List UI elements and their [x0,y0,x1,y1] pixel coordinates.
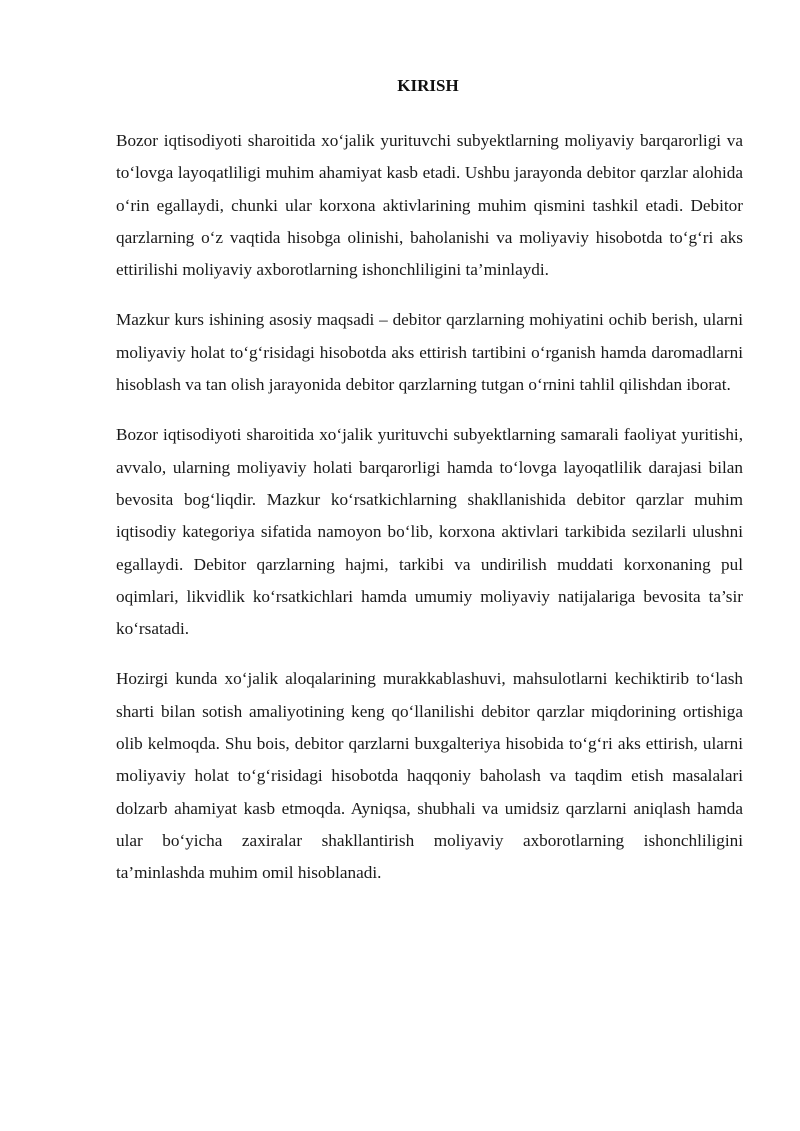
paragraph-4: Hozirgi kunda xo‘jalik aloqalarining murakkablashuvi, mahsulotlarni kechiktirib to‘lash sharti bilan sotish amaliyotining keng qo‘llanilishi debitor qarzlar miqdorining ortishiga olib kelmoqda. Shu bois, debitor qarzlarni buxgalteriya hisobida to‘g‘ri aks ettirish, ularni moliyaviy holat to‘g‘risidagi hisobotda haqqoniy baholash va taqdim etish masalalari dolzarb ahamiyat kasb etmoqda. Ayniqsa, shubhali va umidsiz qarzlarni aniqlash hamda ular bo‘yicha zaxiralar shakllantirish moliyaviy axborotlarning ishonchliligini ta’minlashda muhim omil hisoblanadi. [116,669,743,883]
page-title: KIRISH [397,76,459,95]
paragraph-2: Mazkur kurs ishining asosiy maqsadi – debitor qarzlarning mohiyatini ochib berish, ularni moliyaviy holat to‘g‘risidagi hisobotda aks ettirish tartibini o‘rganish hamda daromadlarni hisoblash va tan olish jarayonida debitor qarzlarning tutgan o‘rnini tahlil qilishdan iborat. [116,310,743,395]
body-text [116,125,743,908]
paragraph-1: Bozor iqtisodiyoti sharoitida xo‘jalik yurituvchi subyektlarning moliyaviy barqarorligi va to‘lovga layoqatliligi muhim ahamiyat kasb etadi. Ushbu jarayonda debitor qarzlar alohida o‘rin egallaydi, chunki ular korxona aktivlarining muhim qismini tashkil etadi. Debitor qarzlarning o‘z vaqtida hisobga olinishi, baholanishi va moliyaviy hisobotda to‘g‘ri aks ettirilishi moliyaviy axborotlarning ishonchliligini ta’minlaydi. [116,131,743,280]
paragraph-3: Bozor iqtisodiyoti sharoitida xo‘jalik yurituvchi subyektlarning samarali faoliyat yuritishi, avvalo, ularning moliyaviy holati barqarorligi hamda to‘lovga layoqatlilik darajasi bilan bevosita bog‘liqdir. Mazkur ko‘rsatkichlarning shakllanishida debitor qarzlar muhim iqtisodiy kategoriya sifatida namoyon bo‘lib, korxona aktivlari tarkibida sezilarli ulushni egallaydi. Debitor qarzlarning hajmi, tarkibi va undirilish muddati korxonaning pul oqimlari, likvidlik ko‘rsatkichlari hamda umumiy moliyaviy natijalariga bevosita ta’sir ko‘rsatadi. [116,425,743,639]
